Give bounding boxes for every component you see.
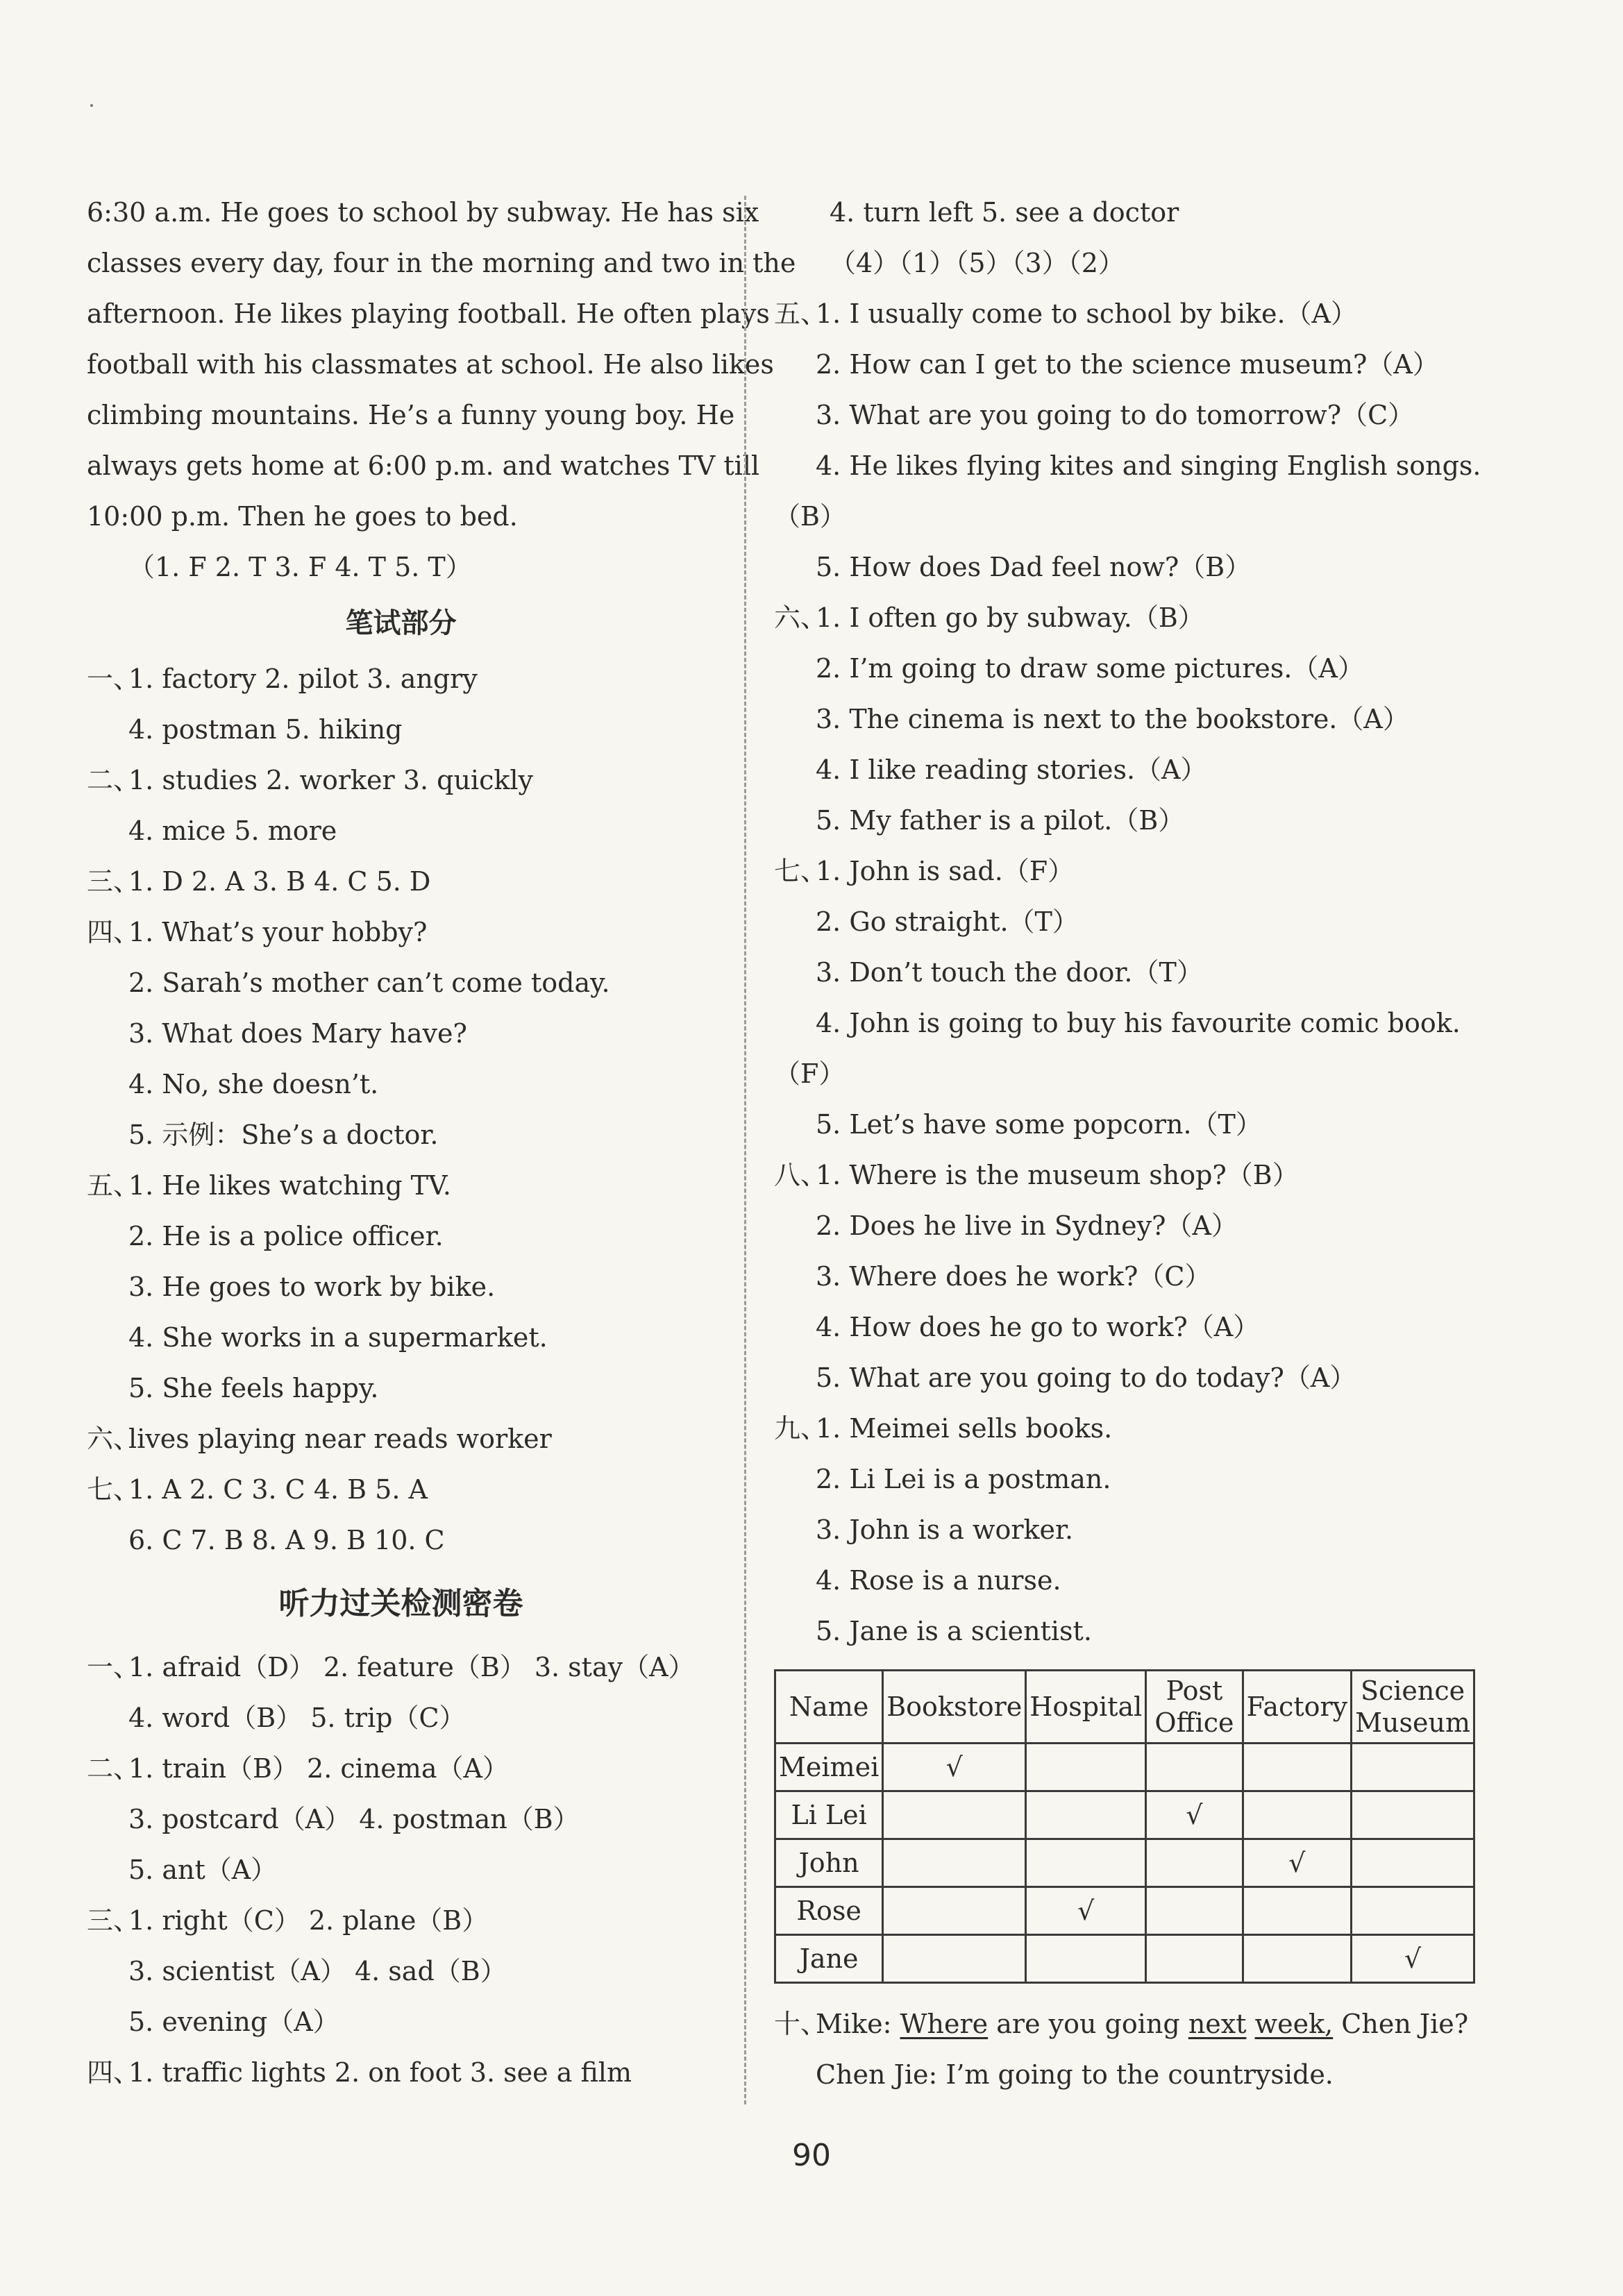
underlined-word: next — [1188, 2009, 1247, 2039]
answer-line: 2. He is a police officer. — [128, 1221, 444, 1251]
column-divider — [744, 196, 746, 2104]
answer-text: 1. What’s your hobby? — [128, 917, 428, 947]
answer-line: 4. How does he go to work?（A） — [816, 1312, 1260, 1342]
passage-line: afternoon. He likes playing football. He often plays — [87, 298, 770, 329]
answer-line: 6. C 7. B 8. A 9. B 10. C — [128, 1525, 445, 1555]
answer-line: 5. She feels happy. — [128, 1373, 379, 1403]
passage-line: classes every day, four in the morning and two in the — [87, 248, 796, 278]
section-number: 二、 — [87, 1753, 140, 1784]
empty-cell — [1146, 1839, 1243, 1887]
section-number: 三、 — [87, 1905, 140, 1936]
section-number: 三、 — [87, 866, 140, 897]
answer-text: 1. D 2. A 3. B 4. C 5. D — [128, 866, 431, 897]
section-number: 十、 — [774, 2009, 827, 2039]
empty-cell — [883, 1791, 1026, 1839]
empty-cell — [1146, 1887, 1243, 1935]
header-science-museum — [1352, 1671, 1474, 1744]
answer-line: 2. Sarah’s mother can’t come today. — [128, 968, 610, 998]
table-row — [775, 1791, 1474, 1839]
section-number: 一、 — [87, 664, 140, 694]
header-museum-line: Museum — [1355, 1707, 1470, 1738]
passage-line: climbing mountains. He’s a funny young boy. He — [87, 400, 735, 430]
answer-text: 1. traffic lights 2. on foot 3. see a film — [128, 2057, 632, 2088]
answer-line — [87, 1744, 715, 1794]
check-mark: √ — [1026, 1887, 1146, 1935]
header-science-line: Science — [1360, 1675, 1465, 1706]
answer-line: 5. 示例：She’s a doctor. — [128, 1120, 439, 1150]
answer-line — [774, 1150, 1475, 1201]
answer-line: 3. What does Mary have? — [128, 1018, 467, 1049]
empty-cell — [1026, 1935, 1146, 1983]
dialogue-line: Chen Jie: I’m going to the countryside. — [816, 2059, 1334, 2090]
dialogue-text: Chen Jie? — [1341, 2009, 1469, 2039]
answer-line — [87, 1414, 715, 1464]
answer-line: （F） — [774, 1058, 846, 1089]
section-number: 七、 — [774, 856, 827, 886]
check-mark: √ — [1352, 1935, 1474, 1983]
answer-line: 3. What are you going to do tomorrow?（C） — [816, 400, 1415, 430]
header-bookstore: Bookstore — [883, 1671, 1026, 1744]
underlined-word: week, — [1254, 2009, 1334, 2039]
right-column — [774, 187, 1481, 2100]
header-post-office: Post Office — [1146, 1671, 1243, 1744]
speaker-mike: Mike: — [816, 2009, 892, 2039]
empty-cell — [1243, 1744, 1352, 1791]
section-number: 四、 — [87, 2057, 140, 2088]
answer-line: 4. Rose is a nurse. — [816, 1565, 1061, 1596]
empty-cell — [1352, 1839, 1474, 1887]
passage-line: 6:30 a.m. He goes to school by subway. He has six — [87, 197, 759, 228]
underlined-word: Where — [900, 2009, 989, 2039]
answer-line: 2. Does he live in Sydney?（A） — [816, 1210, 1238, 1241]
passage-line: always gets home at 6:00 p.m. and watches TV till — [87, 450, 760, 481]
answer-line: 3. He goes to work by bike. — [128, 1272, 496, 1302]
empty-cell — [1243, 1887, 1352, 1935]
row-name: Meimei — [775, 1744, 883, 1791]
row-name: Jane — [775, 1935, 883, 1983]
answer-line: 4. He likes flying kites and singing English songs. — [816, 450, 1481, 481]
left-column — [87, 187, 796, 2098]
answer-line: 3. scientist（A） 4. sad（B） — [128, 1956, 507, 1986]
answer-text: 1. I often go by subway.（B） — [816, 602, 1204, 633]
section-number: 五、 — [774, 298, 827, 329]
section-number: 六、 — [774, 602, 827, 633]
answer-line — [87, 1464, 715, 1515]
section-number: 七、 — [87, 1474, 140, 1505]
empty-cell — [883, 1935, 1026, 1983]
section-number: 八、 — [774, 1160, 827, 1190]
answer-line: 5. Let’s have some popcorn.（T） — [816, 1109, 1262, 1140]
answer-line — [87, 654, 715, 704]
empty-cell — [1146, 1744, 1243, 1791]
empty-cell — [1243, 1791, 1352, 1839]
row-name: Li Lei — [775, 1791, 883, 1839]
answer-line — [87, 1160, 715, 1211]
answer-line: 2. I’m going to draw some pictures.（A） — [816, 653, 1364, 684]
answer-line — [774, 289, 1475, 339]
answer-line: 5. evening（A） — [128, 2007, 339, 2037]
passage-line: football with his classmates at school. He also likes — [87, 349, 774, 380]
written-section-title: 笔试部分 — [345, 607, 457, 639]
answer-text: 1. studies 2. worker 3. quickly — [128, 765, 534, 795]
reading-passage — [87, 187, 796, 593]
answer-text: 1. A 2. C 3. C 4. B 5. A — [128, 1474, 428, 1505]
answer-line: 4. word（B） 5. trip（C） — [128, 1703, 466, 1733]
section-number: 四、 — [87, 917, 140, 947]
answer-line: 2. Go straight.（T） — [816, 906, 1079, 937]
answer-line: 4. turn left 5. see a doctor — [830, 197, 1179, 228]
answer-line — [774, 846, 1475, 897]
header-factory: Factory — [1243, 1671, 1352, 1744]
answer-line — [87, 1642, 715, 1693]
section-number: 六、 — [87, 1424, 140, 1454]
answer-line — [87, 755, 715, 806]
table-row — [775, 1935, 1474, 1983]
empty-cell — [1352, 1744, 1474, 1791]
table-header-row — [775, 1671, 1474, 1744]
table-row — [775, 1887, 1474, 1935]
header-name: Name — [775, 1671, 883, 1744]
empty-cell — [1026, 1791, 1146, 1839]
scan-dot — [90, 104, 93, 107]
empty-cell — [883, 1839, 1026, 1887]
row-name: John — [775, 1839, 883, 1887]
dialogue-line — [774, 1999, 1475, 2050]
answer-line: 4. I like reading stories.（A） — [816, 754, 1207, 785]
answer-line: 3. The cinema is next to the bookstore.（A） — [816, 704, 1409, 734]
table-row — [775, 1744, 1474, 1791]
answer-line: （4）（1）（5）（3）（2） — [830, 248, 1125, 278]
answer-line — [87, 856, 715, 907]
answer-line: 4. postman 5. hiking — [128, 714, 403, 745]
check-mark: √ — [1146, 1791, 1243, 1839]
empty-cell — [883, 1887, 1026, 1935]
section-number: 九、 — [774, 1413, 827, 1444]
answer-text: 1. I usually come to school by bike.（A） — [816, 298, 1358, 329]
answer-line — [87, 907, 715, 958]
row-name: Rose — [775, 1887, 883, 1935]
answer-text: lives playing near reads worker — [128, 1424, 552, 1454]
dialogue-text: are you going — [996, 2009, 1180, 2039]
answer-line — [87, 2048, 715, 2098]
empty-cell — [1352, 1887, 1474, 1935]
empty-cell — [1026, 1839, 1146, 1887]
answer-line — [774, 1403, 1475, 1454]
answer-line: 3. Don’t touch the door.（T） — [816, 957, 1203, 988]
answer-line: 4. John is going to buy his favourite comic book. — [816, 1008, 1461, 1038]
answer-text: 1. Meimei sells books. — [816, 1413, 1113, 1444]
answer-line: 2. Li Lei is a postman. — [816, 1464, 1111, 1494]
empty-cell — [1243, 1935, 1352, 1983]
section-number: 二、 — [87, 765, 140, 795]
answer-text: 1. He likes watching TV. — [128, 1170, 451, 1201]
passage-line: 10:00 p.m. Then he goes to bed. — [87, 501, 518, 532]
answer-line: 5. My father is a pilot.（B） — [816, 805, 1185, 836]
answer-line: 3. postcard（A） 4. postman（B） — [128, 1804, 580, 1834]
job-place-table — [774, 1669, 1475, 1984]
listening-section-title: 听力过关检测密卷 — [278, 1586, 523, 1621]
answer-text: 1. Where is the museum shop?（B） — [816, 1160, 1299, 1190]
answer-line: 4. No, she doesn’t. — [128, 1069, 379, 1099]
check-mark: √ — [1243, 1839, 1352, 1887]
answer-line: 2. How can I get to the science museum?（A） — [816, 349, 1439, 380]
answer-line: 5. Jane is a scientist. — [816, 1616, 1092, 1646]
answer-line: 5. What are you going to do today?（A） — [816, 1362, 1356, 1393]
answer-text: 1. right（C） 2. plane（B） — [128, 1905, 489, 1936]
answer-line: 5. ant（A） — [128, 1855, 278, 1885]
header-hospital: Hospital — [1026, 1671, 1146, 1744]
empty-cell — [1352, 1791, 1474, 1839]
answer-line — [774, 593, 1475, 643]
answer-text: 1. afraid（D） 2. feature（B） 3. stay（A） — [128, 1652, 695, 1682]
empty-cell — [1146, 1935, 1243, 1983]
answer-text: 1. factory 2. pilot 3. angry — [128, 664, 478, 694]
answer-line: 4. mice 5. more — [128, 816, 337, 846]
passage-answers: （1. F 2. T 3. F 4. T 5. T） — [128, 552, 472, 582]
answer-text: 1. train（B） 2. cinema（A） — [128, 1753, 509, 1784]
answer-line: 4. She works in a supermarket. — [128, 1322, 548, 1353]
answer-line: 5. How does Dad feel now?（B） — [816, 552, 1252, 582]
answer-line: （B） — [774, 501, 846, 532]
check-mark: √ — [883, 1744, 1026, 1791]
answer-line: 3. John is a worker. — [816, 1514, 1074, 1545]
answer-text: 1. John is sad.（F） — [816, 856, 1075, 886]
section-number: 一、 — [87, 1652, 140, 1682]
answer-line — [87, 1896, 715, 1946]
page-number: 90 — [792, 2138, 831, 2173]
answer-line: 3. Where does he work?（C） — [816, 1261, 1211, 1292]
table-row — [775, 1839, 1474, 1887]
section-number: 五、 — [87, 1170, 140, 1201]
empty-cell — [1026, 1744, 1146, 1791]
